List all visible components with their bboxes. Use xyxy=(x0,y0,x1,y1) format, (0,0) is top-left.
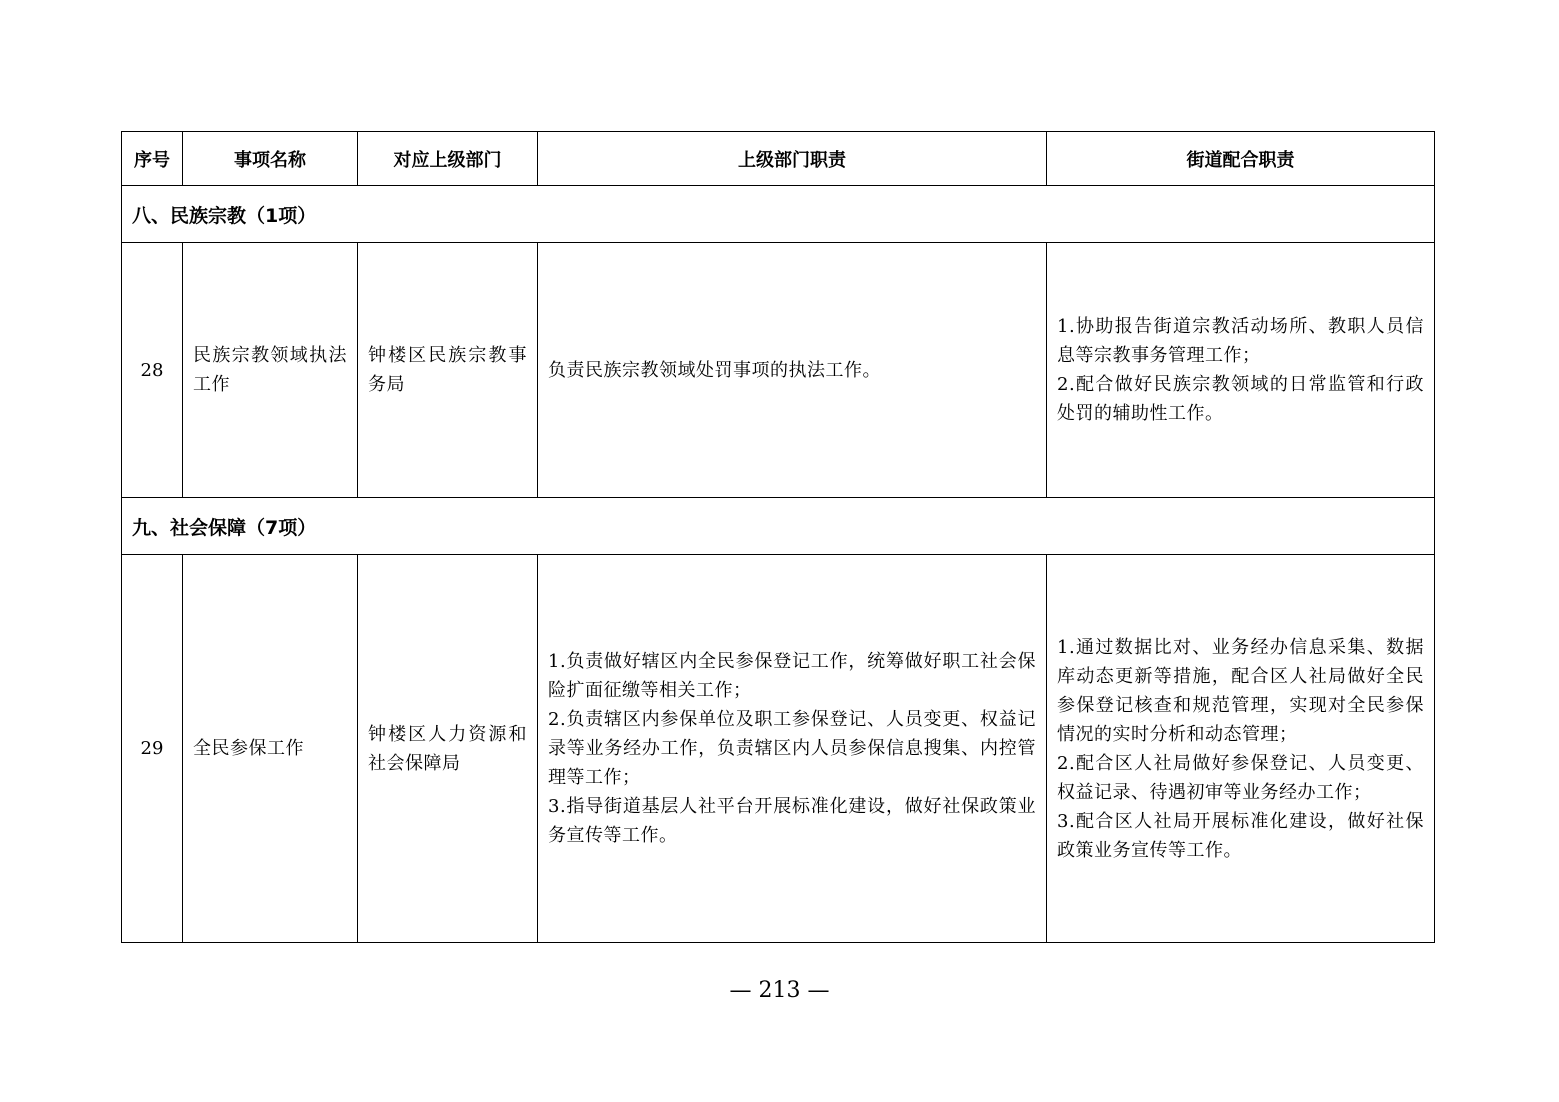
section-title: 九、社会保障（7项） xyxy=(122,498,1435,555)
item-name-cell: 民族宗教领域执法工作 xyxy=(183,243,358,498)
section-row-social-security xyxy=(122,498,1435,555)
street-duty-cell: 1.通过数据比对、业务经办信息采集、数据库动态更新等措施，配合区人社局做好全民参保登记核查和规范管理，实现对全民参保情况的实时分析和动态管理； 2.配合区人社局做好参保登记、人员变更、权益记录、待遇初审等业务经办工作； 3.配合区人社局开展标准化建设，做好社保政策业务宣传等工作。 xyxy=(1047,555,1435,943)
table-row xyxy=(122,243,1435,498)
duty-table xyxy=(121,131,1435,943)
header-superior-department: 对应上级部门 xyxy=(358,132,538,186)
page-number: — 213 — xyxy=(729,978,830,1003)
superior-duty-cell: 负责民族宗教领域处罚事项的执法工作。 xyxy=(538,243,1047,498)
row-number: 29 xyxy=(122,555,183,943)
header-superior-duty: 上级部门职责 xyxy=(538,132,1047,186)
department-cell: 钟楼区人力资源和社会保障局 xyxy=(358,555,538,943)
header-serial-number: 序号 xyxy=(122,132,183,186)
section-title: 八、民族宗教（1项） xyxy=(122,186,1435,243)
table-row xyxy=(122,555,1435,943)
item-name-cell: 全民参保工作 xyxy=(183,555,358,943)
table-header-row xyxy=(122,132,1435,186)
section-row-ethnic-religion xyxy=(122,186,1435,243)
header-street-duty: 街道配合职责 xyxy=(1047,132,1435,186)
department-cell: 钟楼区民族宗教事务局 xyxy=(358,243,538,498)
row-number: 28 xyxy=(122,243,183,498)
header-item-name: 事项名称 xyxy=(183,132,358,186)
street-duty-cell: 1.协助报告街道宗教活动场所、教职人员信息等宗教事务管理工作； 2.配合做好民族宗教领域的日常监管和行政处罚的辅助性工作。 xyxy=(1047,243,1435,498)
superior-duty-cell: 1.负责做好辖区内全民参保登记工作，统筹做好职工社会保险扩面征缴等相关工作； 2.负责辖区内参保单位及职工参保登记、人员变更、权益记录等业务经办工作，负责辖区内人员参保信息搜集、内控管理等工作； 3.指导街道基层人社平台开展标准化建设，做好社保政策业务宣传等工作。 xyxy=(538,555,1047,943)
